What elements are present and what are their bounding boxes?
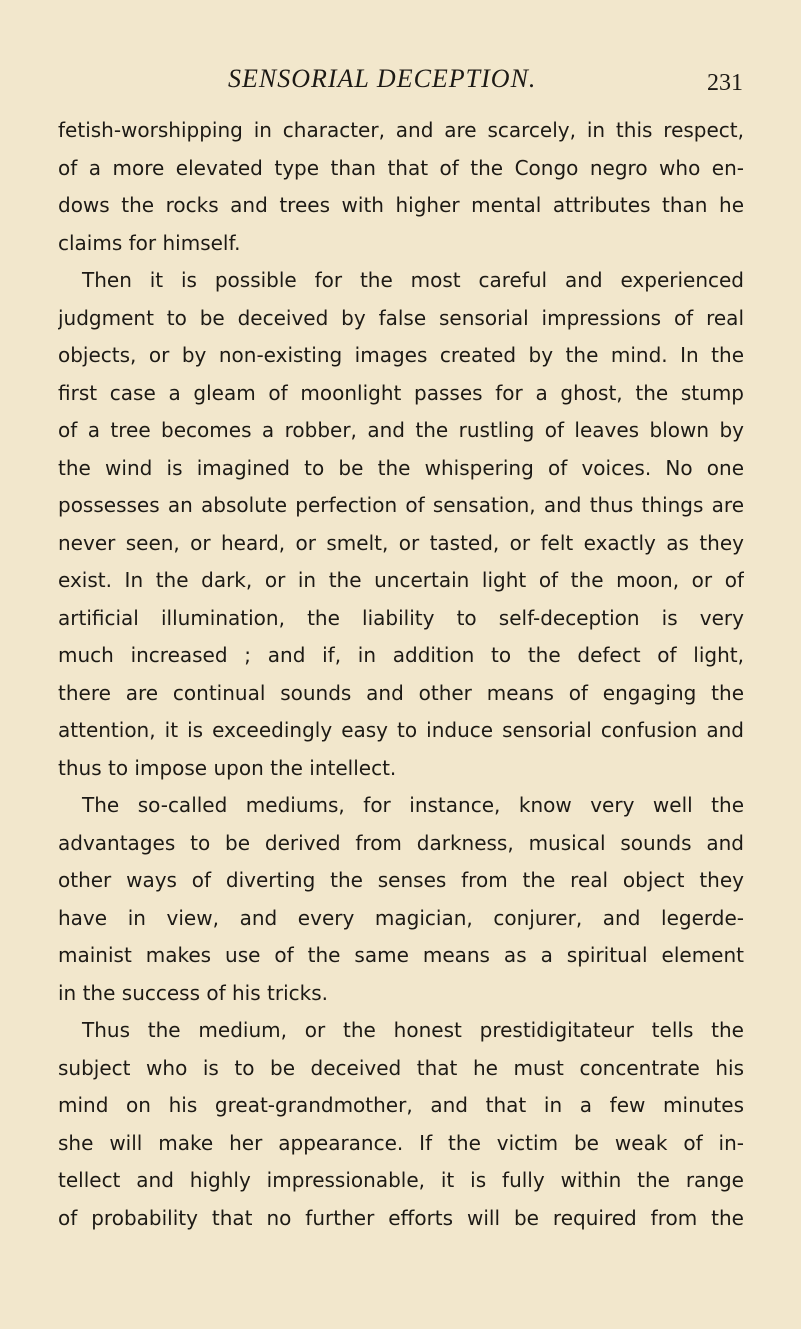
text-line: Thus the medium, or the honest prestidigitateur tells the xyxy=(82,1018,744,1042)
text-line: subject who is to be deceived that he must concentrate his xyxy=(58,1055,744,1080)
page-number: 231 xyxy=(707,70,743,96)
text-line: possesses an absolute perfection of sensation, and thus things are xyxy=(58,493,744,517)
text-line: mind on his great-grandmother, and that in a few minutes xyxy=(58,1093,744,1117)
text-line: there are continual sounds and other means of engaging the xyxy=(58,680,744,705)
text-line: claims for himself. xyxy=(58,230,241,255)
text-line: attention, it is exceedingly easy to induce sensorial confusion and xyxy=(58,718,744,742)
text-line: objects, or by non-existing images created by the mind. In the xyxy=(58,343,744,367)
text-line: artificial illumination, the liability to self-deception is very xyxy=(58,605,744,630)
text-line: much increased ; and if, in addition to the defect of light, xyxy=(58,643,744,667)
text-line: The so-called mediums, for instance, know very well the xyxy=(82,793,744,817)
running-head xyxy=(58,62,743,96)
text-line: judgment to be deceived by false sensorial impressions of real xyxy=(58,305,744,330)
text-line: the wind is imagined to be the whispering of voices. No one xyxy=(58,455,744,480)
text-line: have in view, and every magician, conjurer, and legerde- xyxy=(58,905,744,930)
text-line: of a more elevated type than that of the Congo negro who en- xyxy=(58,155,744,180)
text-line: never seen, or heard, or smelt, or tasted, or felt exactly as they xyxy=(58,530,744,555)
text-line: tellect and highly impressionable, it is fully within the range xyxy=(58,1168,744,1192)
text-line: dows the rocks and trees with higher mental attributes than he xyxy=(58,193,744,217)
text-line: thus to impose upon the intellect. xyxy=(58,755,397,780)
text-line: mainist makes use of the same means as a spiritual element xyxy=(58,943,744,967)
running-title: SENSORIAL DECEPTION. xyxy=(228,64,537,93)
body-text xyxy=(58,112,744,1237)
text-line: of probability that no further efforts will be required from the xyxy=(58,1205,744,1230)
text-line: advantages to be derived from darkness, musical sounds and xyxy=(58,830,744,855)
text-line: of a tree becomes a robber, and the rustling of leaves blown by xyxy=(58,418,744,442)
text-line: other ways of diverting the senses from the real object they xyxy=(58,868,744,892)
text-line: she will make her appearance. If the victim be weak of in- xyxy=(58,1130,744,1155)
text-line: first case a gleam of moonlight passes for a ghost, the stump xyxy=(58,380,744,405)
text-line: fetish-worshipping in character, and are scarcely, in this respect, xyxy=(58,118,744,142)
text-line: in the success of his tricks. xyxy=(58,980,328,1005)
text-line: Then it is possible for the most careful and experienced xyxy=(82,268,744,292)
text-line: exist. In the dark, or in the uncertain light of the moon, or of xyxy=(58,568,744,592)
